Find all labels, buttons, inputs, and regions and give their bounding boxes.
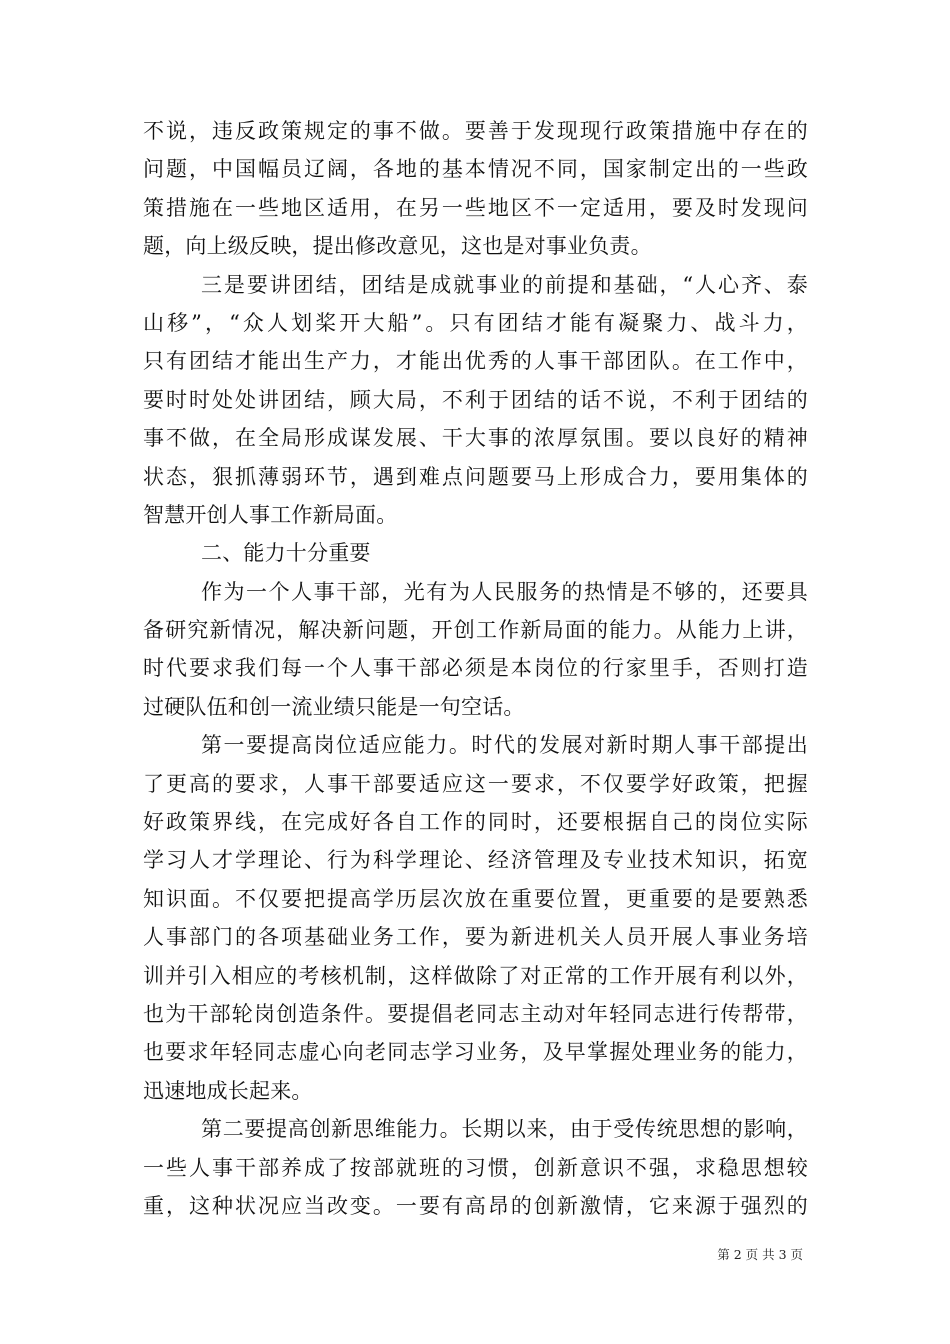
text-line: 三是要讲团结，团结是成就事业的前提和基础，“人心齐、泰: [201, 272, 808, 297]
text-line: 备研究新情况，解决新问题，开创工作新局面的能力。从能力上讲，: [143, 618, 808, 643]
text-line: 题，向上级反映，提出修改意见，这也是对事业负责。: [143, 234, 652, 259]
text-line: 一些人事干部养成了按部就班的习惯，创新意识不强，求稳思想较: [143, 1155, 808, 1180]
text-line: 智慧开创人事工作新局面。: [143, 502, 398, 527]
text-line: 了更高的要求，人事干部要适应这一要求，不仅要学好政策，把握: [143, 771, 808, 796]
text-line: 时代要求我们每一个人事干部必须是本岗位的行家里手，否则打造: [143, 656, 808, 681]
text-line: 要时时处处讲团结，顾大局，不利于团结的话不说，不利于团结的: [143, 387, 808, 412]
text-line: 只有团结才能出生产力，才能出优秀的人事干部团队。在工作中，: [143, 349, 808, 374]
text-line: 也为干部轮岗创造条件。要提倡老同志主动对年轻同志进行传帮带，: [143, 1001, 808, 1026]
text-line: 学习人才学理论、行为科学理论、经济管理及专业技术知识，拓宽: [143, 848, 808, 873]
text-line: 作为一个人事干部，光有为人民服务的热情是不够的，还要具: [201, 579, 808, 604]
text-line: 也要求年轻同志虚心向老同志学习业务，及早掌握处理业务的能力，: [143, 1040, 808, 1065]
text-line: 状态，狠抓薄弱环节，遇到难点问题要马上形成合力，要用集体的: [143, 464, 808, 489]
text-line: 事不做，在全局形成谋发展、干大事的浓厚氛围。要以良好的精神: [143, 426, 808, 451]
text-line: 知识面。不仅要把提高学历层次放在重要位置，更重要的是要熟悉: [143, 886, 808, 911]
text-line: 迅速地成长起来。: [143, 1078, 313, 1103]
page-number-footer: 第 2 页 共 3 页: [717, 1247, 803, 1262]
text-line: 重，这种状况应当改变。一要有高昂的创新激情，它来源于强烈的: [143, 1193, 808, 1218]
text-line: 人事部门的各项基础业务工作，要为新进机关人员开展人事业务培: [143, 925, 808, 950]
text-line: 过硬队伍和创一流业绩只能是一句空话。: [143, 694, 525, 719]
text-line: 二、能力十分重要: [201, 541, 371, 566]
text-line: 好政策界线，在完成好各自工作的同时，还要根据自己的岗位实际: [143, 810, 808, 835]
text-line: 策措施在一些地区适用，在另一些地区不一定适用，要及时发现问: [143, 195, 808, 220]
text-line: 训并引入相应的考核机制，这样做除了对正常的工作开展有利以外，: [143, 963, 808, 988]
text-line: 山移”，“众人划桨开大船”。只有团结才能有凝聚力、战斗力，: [143, 310, 808, 335]
text-line: 问题，中国幅员辽阔，各地的基本情况不同，国家制定出的一些政: [143, 157, 808, 182]
document-body: [143, 112, 808, 1225]
text-line: 不说，违反政策规定的事不做。要善于发现现行政策措施中存在的: [143, 119, 808, 143]
text-line: 第二要提高创新思维能力。长期以来，由于受传统思想的影响，: [201, 1117, 808, 1142]
text-line: 第一要提高岗位适应能力。时代的发展对新时期人事干部提出: [201, 733, 808, 758]
